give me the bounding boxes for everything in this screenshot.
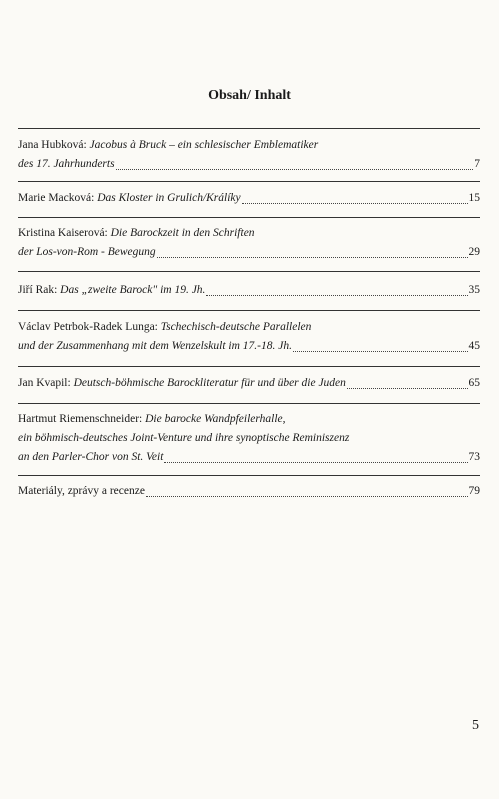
toc-entry[interactable]: [18, 281, 480, 300]
entry-title: Jacobus à Bruck – ein schlesischer Emblematiker: [89, 139, 319, 151]
entry-author: Hartmut Riemenschneider:: [18, 413, 143, 425]
toc-entry[interactable]: [18, 374, 480, 393]
entry-page: 15: [468, 192, 480, 204]
entry-author: Jiří Rak:: [18, 284, 58, 296]
entry-title-cont: des 17. Jahrhunderts: [18, 158, 115, 170]
divider: [18, 366, 480, 367]
toc-entry[interactable]: [18, 410, 480, 467]
leader-dots: [347, 388, 468, 389]
entry-title: Die barocke Wandpfeilerhalle,: [145, 413, 286, 425]
entry-author: Marie Macková:: [18, 192, 95, 204]
toc-entry[interactable]: [18, 318, 480, 356]
entry-page: 35: [468, 284, 480, 296]
toc-entry[interactable]: [18, 189, 480, 208]
entry-title-cont: ein böhmisch-deutsches Joint-Venture und ihre synoptische Reminiszenz: [18, 432, 350, 444]
entry-page: 73: [468, 451, 480, 463]
leader-dots: [293, 351, 468, 352]
entry-author: Václav Petrbok-Radek Lunga:: [18, 321, 158, 333]
divider: [18, 217, 480, 218]
entry-page: 79: [468, 485, 480, 497]
entry-title-cont: der Los-von-Rom - Bewegung: [18, 246, 156, 258]
entry-title: Materiály, zprávy a recenze: [18, 485, 145, 497]
divider: [18, 271, 480, 272]
divider: [18, 475, 480, 476]
toc-entry[interactable]: [18, 136, 480, 174]
page-number: 5: [472, 718, 479, 733]
leader-dots: [206, 295, 467, 296]
entry-page: 45: [468, 340, 480, 352]
entry-author: Jan Kvapil:: [18, 377, 71, 389]
leader-dots: [157, 257, 468, 258]
leader-dots: [164, 462, 467, 463]
entry-title: Die Barockzeit in den Schriften: [110, 227, 255, 239]
page-title: Obsah/ Inhalt: [208, 88, 291, 103]
toc-entry[interactable]: [18, 482, 480, 501]
entry-author: Kristina Kaiserová:: [18, 227, 108, 239]
entry-title-cont: und der Zusammenhang mit dem Wenzelskult im 17.-18. Jh.: [18, 340, 292, 352]
entry-title-cont: an den Parler-Chor von St. Veit: [18, 451, 164, 463]
leader-dots: [146, 496, 468, 497]
entry-title: Tschechisch-deutsche Parallelen: [160, 321, 312, 333]
entry-title: Das „zweite Barock" im 19. Jh.: [60, 284, 206, 296]
entry-page: 7: [474, 158, 480, 170]
divider: [18, 310, 480, 311]
leader-dots: [242, 203, 468, 204]
entry-title: Deutsch-böhmische Barockliteratur für und über die Juden: [73, 377, 346, 389]
entry-page: 65: [468, 377, 480, 389]
leader-dots: [116, 169, 474, 170]
entry-author: Jana Hubková:: [18, 139, 87, 151]
divider: [18, 128, 480, 129]
entry-page: 29: [468, 246, 480, 258]
divider: [18, 181, 480, 182]
toc-entry[interactable]: [18, 224, 480, 262]
entry-title: Das Kloster in Grulich/Králíky: [97, 192, 241, 204]
divider: [18, 403, 480, 404]
